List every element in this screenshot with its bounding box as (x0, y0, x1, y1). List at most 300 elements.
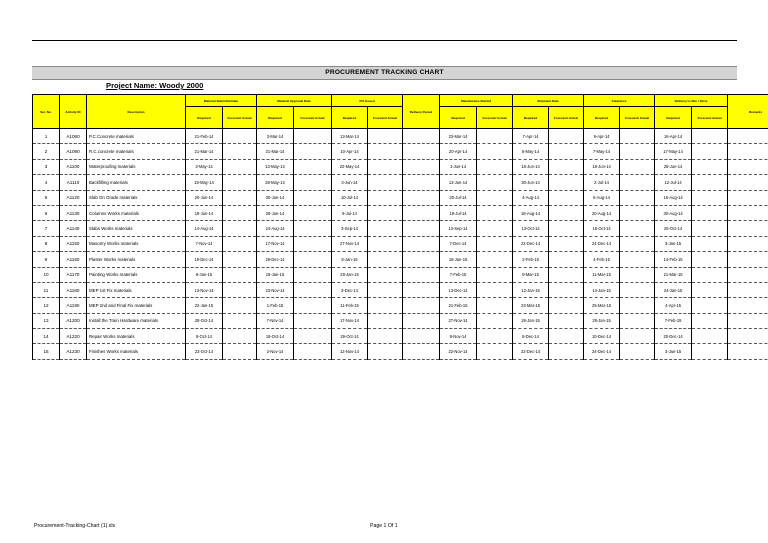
cell-activity-id: A1150 (60, 236, 87, 251)
cell-manufacture-required: 13-Sep-14 (440, 221, 477, 236)
cell-clearance-forecast (620, 175, 655, 190)
cell-site-forecast (692, 329, 728, 344)
cell-shipment-required: 4-Aug-14 (513, 190, 549, 205)
cell-po-forecast (368, 313, 403, 328)
project-name: Project Name: Woody 2000 (106, 81, 204, 90)
cell-submittal-required: 22-Jan-15 (186, 298, 223, 313)
cell-site-forecast (692, 344, 728, 359)
cell-delivery-period (403, 313, 440, 328)
cell-po-forecast (368, 267, 403, 282)
cell-approval-required: 29-Dec-14 (257, 252, 294, 267)
spreadsheet (32, 40, 763, 364)
cell-activity-id: A1180 (60, 282, 87, 297)
cell-submittal-required: 13-Nov-14 (186, 282, 223, 297)
cell-delivery-period (403, 252, 440, 267)
cell-submittal-required: 3-May-14 (186, 159, 223, 174)
cell-delivery-period (403, 344, 440, 359)
cell-description: Slabs Works materials (87, 221, 186, 236)
cell-po-required: 10-Jul-14 (332, 190, 368, 205)
cell-description: MEP 2nd and Final Fix materials (87, 298, 186, 313)
cell-clearance-forecast (620, 221, 655, 236)
cell-ser-no: 2 (33, 144, 60, 159)
cell-manufacture-forecast (477, 313, 513, 328)
cell-description: Install the Train Hardware materials (87, 313, 186, 328)
header-manufacture: Manufacture Started (440, 95, 513, 107)
header-activity-id: Activity ID (60, 95, 87, 129)
cell-approval-forecast (294, 329, 332, 344)
cell-clearance-forecast (620, 267, 655, 282)
cell-manufacture-required: 20-Apr-14 (440, 144, 477, 159)
cell-submittal-required: 14-Aug-14 (186, 221, 223, 236)
subheader-required: Required (257, 107, 294, 129)
cell-delivery-period (403, 144, 440, 159)
cell-site-forecast (692, 205, 728, 220)
table-row (33, 252, 768, 267)
cell-shipment-forecast (549, 252, 584, 267)
table-row (33, 129, 768, 144)
cell-description: MEP 1st Fix materials (87, 282, 186, 297)
cell-remarks (728, 129, 768, 144)
cell-shipment-required: 8-Dec-14 (513, 329, 549, 344)
cell-shipment-required: 13-Oct-14 (513, 221, 549, 236)
cell-clearance-required: 4-Feb-15 (584, 252, 620, 267)
table-row (33, 344, 768, 359)
cell-po-forecast (368, 221, 403, 236)
cell-shipment-required: 5-May-14 (513, 144, 549, 159)
cell-remarks (728, 159, 768, 174)
cell-site-forecast (692, 175, 728, 190)
cell-shipment-forecast (549, 205, 584, 220)
cell-description: Painting Works materials (87, 267, 186, 282)
footer-filename: Procurement-Tracking-Chart (1).xls (34, 523, 116, 529)
cell-manufacture-required: 8-Nov-14 (440, 329, 477, 344)
cell-delivery-period (403, 205, 440, 220)
cell-submittal-forecast (223, 236, 257, 251)
cell-manufacture-required: 13-Dec-14 (440, 282, 477, 297)
cell-po-forecast (368, 282, 403, 297)
cell-remarks (728, 267, 768, 282)
cell-po-required: 3-Sep-14 (332, 221, 368, 236)
cell-ser-no: 4 (33, 175, 60, 190)
cell-approval-forecast (294, 205, 332, 220)
cell-manufacture-required: 19-Jul-14 (440, 205, 477, 220)
cell-shipment-forecast (549, 221, 584, 236)
cell-approval-forecast (294, 236, 332, 251)
cell-activity-id: A1120 (60, 190, 87, 205)
cell-activity-id: A1090 (60, 144, 87, 159)
cell-submittal-forecast (223, 267, 257, 282)
subheader-forecast-actual: Forecast/ Actual (477, 107, 513, 129)
cell-ser-no: 13 (33, 313, 60, 328)
cell-site-required: 17-May-14 (655, 144, 692, 159)
cell-submittal-forecast (223, 344, 257, 359)
header-po-issued: PO Issued (332, 95, 403, 107)
cell-submittal-required: 20-Jun-14 (186, 190, 223, 205)
cell-approval-forecast (294, 175, 332, 190)
cell-ser-no: 7 (33, 221, 60, 236)
cell-delivery-period (403, 236, 440, 251)
cell-manufacture-required: 27-Nov-14 (440, 313, 477, 328)
table-row (33, 175, 768, 190)
cell-ser-no: 10 (33, 267, 60, 282)
cell-clearance-required: 24-Dec-14 (584, 344, 620, 359)
cell-manufacture-required: 7-Feb-15 (440, 267, 477, 282)
cell-activity-id: A1140 (60, 221, 87, 236)
cell-remarks (728, 205, 768, 220)
cell-site-forecast (692, 313, 728, 328)
cell-approval-required: 1-Feb-15 (257, 298, 294, 313)
cell-manufacture-forecast (477, 252, 513, 267)
cell-manufacture-forecast (477, 159, 513, 174)
cell-po-forecast (368, 144, 403, 159)
cell-site-forecast (692, 298, 728, 313)
cell-manufacture-forecast (477, 267, 513, 282)
cell-remarks (728, 282, 768, 297)
cell-manufacture-required: 21-Feb-15 (440, 298, 477, 313)
cell-site-forecast (692, 129, 728, 144)
cell-submittal-required: 9-Oct-14 (186, 329, 223, 344)
cell-clearance-forecast (620, 236, 655, 251)
cell-remarks (728, 329, 768, 344)
cell-submittal-required: 23-Oct-14 (186, 344, 223, 359)
cell-approval-required: 24-Aug-14 (257, 221, 294, 236)
cell-activity-id: A1110 (60, 175, 87, 190)
cell-po-forecast (368, 205, 403, 220)
cell-submittal-forecast (223, 329, 257, 344)
cell-activity-id: A1130 (60, 205, 87, 220)
cell-site-required: 4-Apr-15 (655, 298, 692, 313)
cell-activity-id: A1230 (60, 344, 87, 359)
cell-clearance-forecast (620, 205, 655, 220)
cell-site-required: 16-Apr-14 (655, 129, 692, 144)
cell-activity-id: A1190 (60, 298, 87, 313)
cell-site-required: 7-Feb-15 (655, 313, 692, 328)
cell-po-required: 17-Nov-14 (332, 313, 368, 328)
cell-delivery-period (403, 267, 440, 282)
subheader-forecast-actual: Forecast/ Actual (692, 107, 728, 129)
cell-site-forecast (692, 282, 728, 297)
cell-approval-required: 23-Nov-14 (257, 282, 294, 297)
cell-clearance-required: 15-Oct-14 (584, 221, 620, 236)
cell-delivery-period (403, 190, 440, 205)
table-row (33, 267, 768, 282)
cell-po-forecast (368, 129, 403, 144)
cell-submittal-required: 21-Feb-14 (186, 129, 223, 144)
cell-shipment-forecast (549, 282, 584, 297)
table-row (33, 313, 768, 328)
cell-manufacture-required: 1-Jun-14 (440, 159, 477, 174)
cell-manufacture-forecast (477, 190, 513, 205)
cell-shipment-forecast (549, 190, 584, 205)
cell-delivery-period (403, 298, 440, 313)
cell-clearance-required: 20-Aug-14 (584, 205, 620, 220)
subheader-forecast-actual: Forecast/ Actual (620, 107, 655, 129)
cell-submittal-forecast (223, 252, 257, 267)
cell-po-required: 9-Jul-14 (332, 205, 368, 220)
cell-shipment-forecast (549, 313, 584, 328)
cell-po-forecast (368, 159, 403, 174)
cell-submittal-required: 21-Mar-14 (186, 144, 223, 159)
cell-description: Slab On Grade materials (87, 190, 186, 205)
cell-clearance-forecast (620, 190, 655, 205)
cell-po-required: 22-May-14 (332, 159, 368, 174)
cell-po-forecast (368, 190, 403, 205)
cell-approval-required: 28-May-14 (257, 175, 294, 190)
cell-ser-no: 14 (33, 329, 60, 344)
procurement-table (32, 94, 768, 360)
cell-shipment-required: 2-Feb-15 (513, 252, 549, 267)
cell-clearance-required: 24-Dec-14 (584, 236, 620, 251)
cell-clearance-forecast (620, 282, 655, 297)
cell-po-required: 27-Nov-14 (332, 236, 368, 251)
table-row (33, 236, 768, 251)
cell-clearance-required: 25-Mar-15 (584, 298, 620, 313)
subheader-forecast-actual: Forecast/ Actual (549, 107, 584, 129)
chart-title: PROCUREMENT TRACKING CHART (32, 66, 737, 80)
cell-submittal-required: 7-Nov-14 (186, 236, 223, 251)
cell-remarks (728, 221, 768, 236)
cell-clearance-required: 18-Jun-14 (584, 159, 620, 174)
cell-manufacture-forecast (477, 329, 513, 344)
cell-ser-no: 5 (33, 190, 60, 205)
cell-manufacture-forecast (477, 236, 513, 251)
cell-delivery-period (403, 221, 440, 236)
cell-shipment-forecast (549, 175, 584, 190)
cell-approval-forecast (294, 252, 332, 267)
header-description: Description (87, 95, 186, 129)
cell-submittal-forecast (223, 282, 257, 297)
cell-description: Repair Works materials (87, 329, 186, 344)
cell-site-required: 20-Dec-14 (655, 329, 692, 344)
cell-delivery-period (403, 159, 440, 174)
cell-submittal-forecast (223, 159, 257, 174)
table-row (33, 159, 768, 174)
cell-submittal-forecast (223, 190, 257, 205)
cell-clearance-required: 6-Aug-14 (584, 190, 620, 205)
cell-site-required: 24-Jan-15 (655, 282, 692, 297)
cell-manufacture-required: 7-Dec-14 (440, 236, 477, 251)
cell-approval-forecast (294, 313, 332, 328)
cell-manufacture-forecast (477, 205, 513, 220)
cell-activity-id: A1060 (60, 129, 87, 144)
header-delivery-period: Delivery Period (403, 95, 440, 129)
cell-clearance-forecast (620, 129, 655, 144)
cell-shipment-forecast (549, 329, 584, 344)
cell-clearance-required: 28-Jan-15 (584, 313, 620, 328)
cell-shipment-forecast (549, 129, 584, 144)
table-row (33, 298, 768, 313)
cell-manufacture-forecast (477, 129, 513, 144)
cell-remarks (728, 344, 768, 359)
cell-description: Columns Works materials (87, 205, 186, 220)
cell-remarks (728, 175, 768, 190)
cell-shipment-required: 16-Jun-14 (513, 159, 549, 174)
cell-activity-id: A1160 (60, 252, 87, 267)
cell-po-required: 3-Jun-14 (332, 175, 368, 190)
cell-shipment-forecast (549, 344, 584, 359)
cell-clearance-required: 10-Dec-14 (584, 329, 620, 344)
top-border (32, 40, 737, 41)
subheader-required: Required (332, 107, 368, 129)
cell-po-required: 28-Jan-15 (332, 267, 368, 282)
cell-submittal-forecast (223, 313, 257, 328)
cell-approval-forecast (294, 344, 332, 359)
cell-clearance-forecast (620, 159, 655, 174)
cell-site-required: 30-Aug-14 (655, 205, 692, 220)
cell-description: Masonry Works materials (87, 236, 186, 251)
cell-shipment-required: 22-Dec-14 (513, 236, 549, 251)
cell-manufacture-forecast (477, 175, 513, 190)
cell-po-forecast (368, 344, 403, 359)
cell-ser-no: 9 (33, 252, 60, 267)
cell-ser-no: 15 (33, 344, 60, 359)
cell-clearance-forecast (620, 329, 655, 344)
cell-clearance-required: 7-May-14 (584, 144, 620, 159)
cell-shipment-required: 30-Jun-14 (513, 175, 549, 190)
cell-description: P.C.Concrete materials (87, 129, 186, 144)
cell-approval-required: 3-Mar-14 (257, 129, 294, 144)
cell-approval-forecast (294, 221, 332, 236)
cell-description: R.C.concrete materials (87, 144, 186, 159)
cell-description: Waterproofing materials (87, 159, 186, 174)
cell-submittal-forecast (223, 175, 257, 190)
cell-approval-required: 19-Oct-14 (257, 329, 294, 344)
cell-approval-required: 31-Mar-14 (257, 144, 294, 159)
table-row (33, 282, 768, 297)
cell-site-required: 16-Aug-14 (655, 190, 692, 205)
cell-manufacture-required: 13-Jun-14 (440, 175, 477, 190)
cell-submittal-forecast (223, 144, 257, 159)
subheader-required: Required (186, 107, 223, 129)
cell-po-required: 10-Apr-14 (332, 144, 368, 159)
table-row (33, 190, 768, 205)
table-row (33, 205, 768, 220)
cell-approval-required: 13-May-14 (257, 159, 294, 174)
cell-manufacture-required: 20-Jul-14 (440, 190, 477, 205)
cell-approval-forecast (294, 267, 332, 282)
cell-ser-no: 11 (33, 282, 60, 297)
cell-description: Backfilling materials (87, 175, 186, 190)
cell-clearance-forecast (620, 313, 655, 328)
cell-manufacture-required: 18-Jan-15 (440, 252, 477, 267)
cell-description: Plaster Works materials (87, 252, 186, 267)
cell-delivery-period (403, 329, 440, 344)
cell-site-required: 21-Mar-15 (655, 267, 692, 282)
cell-submittal-forecast (223, 221, 257, 236)
cell-remarks (728, 236, 768, 251)
cell-ser-no: 8 (33, 236, 60, 251)
cell-submittal-required: 18-May-14 (186, 175, 223, 190)
cell-site-required: 28-Jun-14 (655, 159, 692, 174)
cell-approval-forecast (294, 129, 332, 144)
cell-shipment-required: 9-Mar-15 (513, 267, 549, 282)
cell-manufacture-forecast (477, 298, 513, 313)
cell-site-forecast (692, 252, 728, 267)
cell-delivery-period (403, 175, 440, 190)
header-material-approval: Material Approval Date (257, 95, 332, 107)
cell-site-required: 3-Jan-15 (655, 236, 692, 251)
cell-clearance-required: 11-Mar-15 (584, 267, 620, 282)
cell-shipment-forecast (549, 236, 584, 251)
cell-remarks (728, 298, 768, 313)
cell-approval-forecast (294, 159, 332, 174)
cell-shipment-forecast (549, 144, 584, 159)
cell-manufacture-forecast (477, 221, 513, 236)
cell-po-forecast (368, 175, 403, 190)
header-shipment: Shipment Date (513, 95, 584, 107)
header-ser-no: Ser. No. (33, 95, 60, 129)
cell-approval-required: 29-Jun-14 (257, 205, 294, 220)
cell-activity-id: A1100 (60, 159, 87, 174)
cell-clearance-forecast (620, 252, 655, 267)
subheader-required: Required (655, 107, 692, 129)
cell-shipment-required: 12-Jan-15 (513, 282, 549, 297)
cell-approval-forecast (294, 190, 332, 205)
cell-site-required: 3-Jan-15 (655, 344, 692, 359)
cell-delivery-period (403, 282, 440, 297)
cell-description: Finishes Works materials (87, 344, 186, 359)
subheader-forecast-actual: Forecast/ Actual (223, 107, 257, 129)
cell-site-required: 14-Feb-15 (655, 252, 692, 267)
cell-shipment-required: 7-Apr-14 (513, 129, 549, 144)
cell-ser-no: 1 (33, 129, 60, 144)
cell-shipment-forecast (549, 298, 584, 313)
cell-clearance-required: 9-Apr-14 (584, 129, 620, 144)
cell-shipment-required: 26-Jan-15 (513, 313, 549, 328)
subheader-required: Required (584, 107, 620, 129)
header-delivery-site: Delivery to Site / Store (655, 95, 728, 107)
cell-approval-required: 18-Jan-15 (257, 267, 294, 282)
cell-approval-required: 30-Jun-14 (257, 190, 294, 205)
cell-clearance-forecast (620, 344, 655, 359)
cell-delivery-period (403, 129, 440, 144)
cell-po-forecast (368, 298, 403, 313)
cell-remarks (728, 252, 768, 267)
cell-submittal-forecast (223, 298, 257, 313)
cell-shipment-forecast (549, 159, 584, 174)
cell-submittal-required: 19-Jun-14 (186, 205, 223, 220)
cell-manufacture-required: 22-Nov-14 (440, 344, 477, 359)
cell-activity-id: A1170 (60, 267, 87, 282)
cell-remarks (728, 144, 768, 159)
cell-submittal-forecast (223, 129, 257, 144)
subheader-required: Required (440, 107, 477, 129)
cell-approval-forecast (294, 282, 332, 297)
cell-po-required: 11-Feb-15 (332, 298, 368, 313)
cell-ser-no: 12 (33, 298, 60, 313)
cell-po-forecast (368, 252, 403, 267)
header-material-submittal: Material Submittal Date (186, 95, 257, 107)
cell-shipment-required: 23-Mar-15 (513, 298, 549, 313)
footer-page-number: Page 1 Of 1 (370, 523, 398, 529)
cell-activity-id: A1200 (60, 313, 87, 328)
cell-clearance-forecast (620, 298, 655, 313)
cell-approval-required: 7-Nov-14 (257, 313, 294, 328)
cell-remarks (728, 190, 768, 205)
subheader-forecast-actual: Forecast/ Actual (294, 107, 332, 129)
cell-po-required: 29-Oct-14 (332, 329, 368, 344)
cell-site-required: 12-Jul-14 (655, 175, 692, 190)
cell-po-forecast (368, 236, 403, 251)
cell-submittal-required: 8-Jan-15 (186, 267, 223, 282)
cell-submittal-required: 19-Dec-14 (186, 252, 223, 267)
table-row (33, 144, 768, 159)
subheader-forecast-actual: Forecast/ Actual (368, 107, 403, 129)
cell-site-forecast (692, 267, 728, 282)
cell-po-required: 8-Jan-15 (332, 252, 368, 267)
cell-manufacture-forecast (477, 282, 513, 297)
cell-manufacture-forecast (477, 344, 513, 359)
